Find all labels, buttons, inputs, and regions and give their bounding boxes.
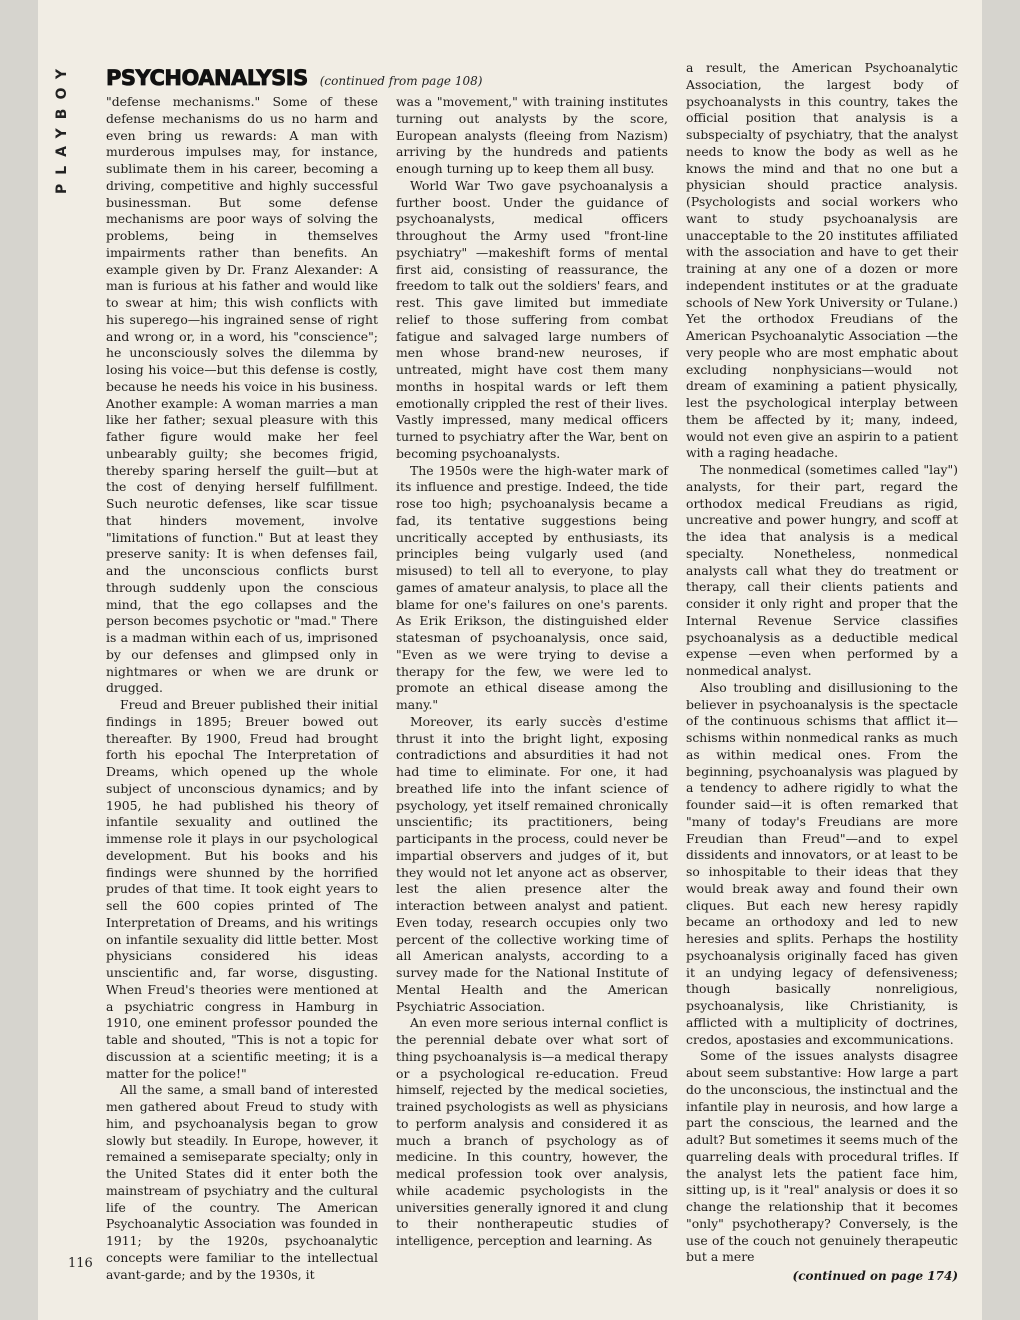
paragraph: was a "movement," with training institutes turning out analysts by the score, European analysts (fleeing from Nazism) arriving by the hundreds and patients enough turning up to keep them all busy. [396, 94, 668, 176]
text-column-1 [106, 94, 378, 1283]
paragraph: Some of the issues analysts disagree about seem substantive: How large a part do the unconscious, the instinctual and the infantile play in neurosis, and how large a part the conscious, the learned and the adult? But sometimes it seems much of the quarreling deals with procedural trifles. If the analyst lets the patient face him, sitting up, is it "real" analysis or does it so change the relationship that it becomes "only" psychotherapy? Conversely, is the use of the couch not genuinely therapeutic but a mere [686, 1048, 958, 1265]
paragraph: "defense mechanisms." Some of these defense mechanisms do us no harm and even bring us rewards: A man with murderous impulses may, for instance, sublimate them in his career, becoming a driving, competitive and highly successful businessman. But some defense mechanisms are poor ways of solving the problems, being in themselves impairments rather than benefits. An example given by Dr. Franz Alexander: A man is furious at his father and would like to swear at him; this wish conflicts with his superego—his ingrained sense of right and wrong or, in a word, his "conscience"; he unconsciously solves the dilemma by losing his voice—but this defense is costly, because he needs his voice in his business. Another example: A woman marries a man like her father; sexual pleasure with this father figure would make her feel unbearably guilty; she becomes frigid, thereby sparing herself the guilt—but at the cost of denying herself fulfillment. Such neurotic defenses, like scar tissue that hinders movement, involve "limitations of function." But at least they preserve sanity: It is when defenses fail, and the unconscious conflicts burst through suddenly upon the conscious mind, that the ego collapses and the person becomes psychotic or "mad." There is a madman within each of us, imprisoned by our defenses and glimpsed only in nightmares or when we are drunk or drugged. [106, 94, 378, 696]
paragraph: Freud and Breuer published their initial findings in 1895; Breuer bowed out thereafter. By 1900, Freud had brought forth his epochal The Interpretation of Dreams, which opened up the whole subject of unconscious dynamics; and by 1905, he had published his theory of infantile sexuality and outlined the immense role it plays in our psychological development. But his books and his findings were shunned by the horrified prudes of that time. It took eight years to sell the 600 copies printed of The Interpretation of Dreams, and his writings on infantile sexuality did little better. Most physicians considered his ideas unscientific and, far worse, disgusting. When Freud's theories were mentioned at a psychiatric congress in Hamburg in 1910, one eminent professor pounded the table and shouted, "This is not a topic for discussion at a scientific meeting; it is a matter for the police!" [106, 697, 378, 1081]
paragraph: a result, the American Psychoanalytic Association, the largest body of psychoanalysts in this country, takes the official position that analysis is a subspecialty of psychiatry, that the analyst needs to know the body as well as he knows the mind and that no one but a physician should practice analysis. (Psychologists and social workers who want to study psychoanalysis are unacceptable to the 20 institutes affiliated with the association and have to get their training at any one of a dozen or more independent institutes or at the graduate schools of New York University or Tulane.) Yet the orthodox Freudians of the American Psychoanalytic Association —the very people who are most emphatic about excluding nonphysicians—would not dream of examining a patient physically, lest the psychological interplay between them be affected by it; many, indeed, would not even give an aspirin to a patient with a raging headache. [686, 60, 958, 461]
text-column-2 [396, 94, 668, 1250]
paragraph: Moreover, its early succès d'estime thrust it into the bright light, exposing contradictions and absurdities it had not had time to eliminate. For one, it had breathed life into the infant science of psychology, yet itself remained chronically unscientific; its practitioners, being participants in the process, could never be impartial observers and judges of it, but they would not let anyone act as observer, lest the alien presence alter the interaction between analyst and patient. Even today, research occupies only two percent of the collective working time of all American analysts, according to a survey made for the National Institute of Mental Health and the American Psychiatric Association. [396, 713, 668, 1014]
paragraph: An even more serious internal conflict is the perennial debate over what sort of thing psychoanalysis is—a medical therapy or a psychological re-education. Freud himself, rejected by the medical societies, trained psychologists as well as physicians to perform analysis and considered it as much a branch of psychology as of medicine. In this country, however, the medical profession took over analysis, while academic psychologists in the universities generally ignored it and clung to their nontherapeutic studies of intelligence, perception and learning. As [396, 1015, 668, 1248]
continued-on-label: (continued on page 174) [792, 1269, 958, 1283]
paragraph: The 1950s were the high-water mark of its influence and prestige. Indeed, the tide rose too high; psychoanalysis became a fad, its tentative suggestions being uncritically accepted by enthusiasts, its principles being vulgarly used (and misused) to tell all to everyone, to play games of amateur analysis, to place all the blame for one's failures on one's parents. As Erik Erikson, the distinguished elder statesman of psychoanalysis, once said, "Even as we were trying to devise a therapy for the few, we were led to promote an ethical disease among the many." [396, 462, 668, 712]
text-column-3 [686, 60, 958, 1285]
page-number: 116 [68, 1256, 93, 1271]
magazine-page [38, 0, 982, 1320]
continued-from-label: (continued from page 108) [319, 74, 483, 88]
magazine-sidebar [52, 60, 72, 220]
article-header [106, 66, 482, 92]
paragraph: All the same, a small band of interested men gathered about Freud to study with him, and psychoanalysis began to grow slowly but steadily. In Europe, however, it remained a semiseparate specialty; only in the United States did it enter both the mainstream of psychiatry and the cultural life of the country. The American Psychoanalytic Association was founded in 1911; by the 1920s, psychoanalytic concepts were familiar to the intellectual avant-garde; and by the 1930s, it [106, 1082, 378, 1282]
magazine-name: PLAYBOY [54, 60, 70, 195]
paragraph: Also troubling and disillusioning to the believer in psychoanalysis is the spectacle of the continuous schisms that afflict it—schisms within nonmedical ranks as much as within medical ones. From the beginning, psychoanalysis was plagued by a tendency to adhere rigidly to what the founder said—it is often remarked that "many of today's Freudians are more Freudian than Freud"—and to expel dissidents and innovators, or at least to be so inhospitable to their ideas that they would break away and found their own cliques. But each new heresy rapidly became an orthodoxy and led to new heresies and splits. Perhaps the hostility psychoanalysis originally faced has given it an undying legacy of defensiveness; though basically nonreligious, psychoanalysis, like Christianity, is afflicted with a multiplicity of doctrines, credos, apostasies and excommunications. [686, 679, 958, 1047]
article-title: PSYCHOANALYSIS [106, 66, 308, 90]
paragraph: World War Two gave psychoanalysis a further boost. Under the guidance of psychoanalysts, medical officers throughout the Army used "front-line psychiatry" —makeshift forms of mental first aid, consisting of reassurance, the freedom to talk out the soldiers' fears, and rest. This gave limited but immediate relief to those suffering from combat fatigue and salvaged large numbers of men whose brand-new neuroses, if untreated, might have cost them many months in hospital wards or left them emotionally crippled the rest of their lives. Vastly impressed, many medical officers turned to psychiatry after the War, bent on becoming psychoanalysts. [396, 177, 668, 461]
paragraph: The nonmedical (sometimes called "lay") analysts, for their part, regard the orthodox medical Freudians as rigid, uncreative and power hungry, and scoff at the idea that analysis is a medical specialty. Nonetheless, nonmedical analysts call what they do treatment or therapy, call their clients patients and consider it only right and proper that the Internal Revenue Service classifies psychoanalysis as a deductible medical expense —even when performed by a nonmedical analyst. [686, 462, 958, 678]
